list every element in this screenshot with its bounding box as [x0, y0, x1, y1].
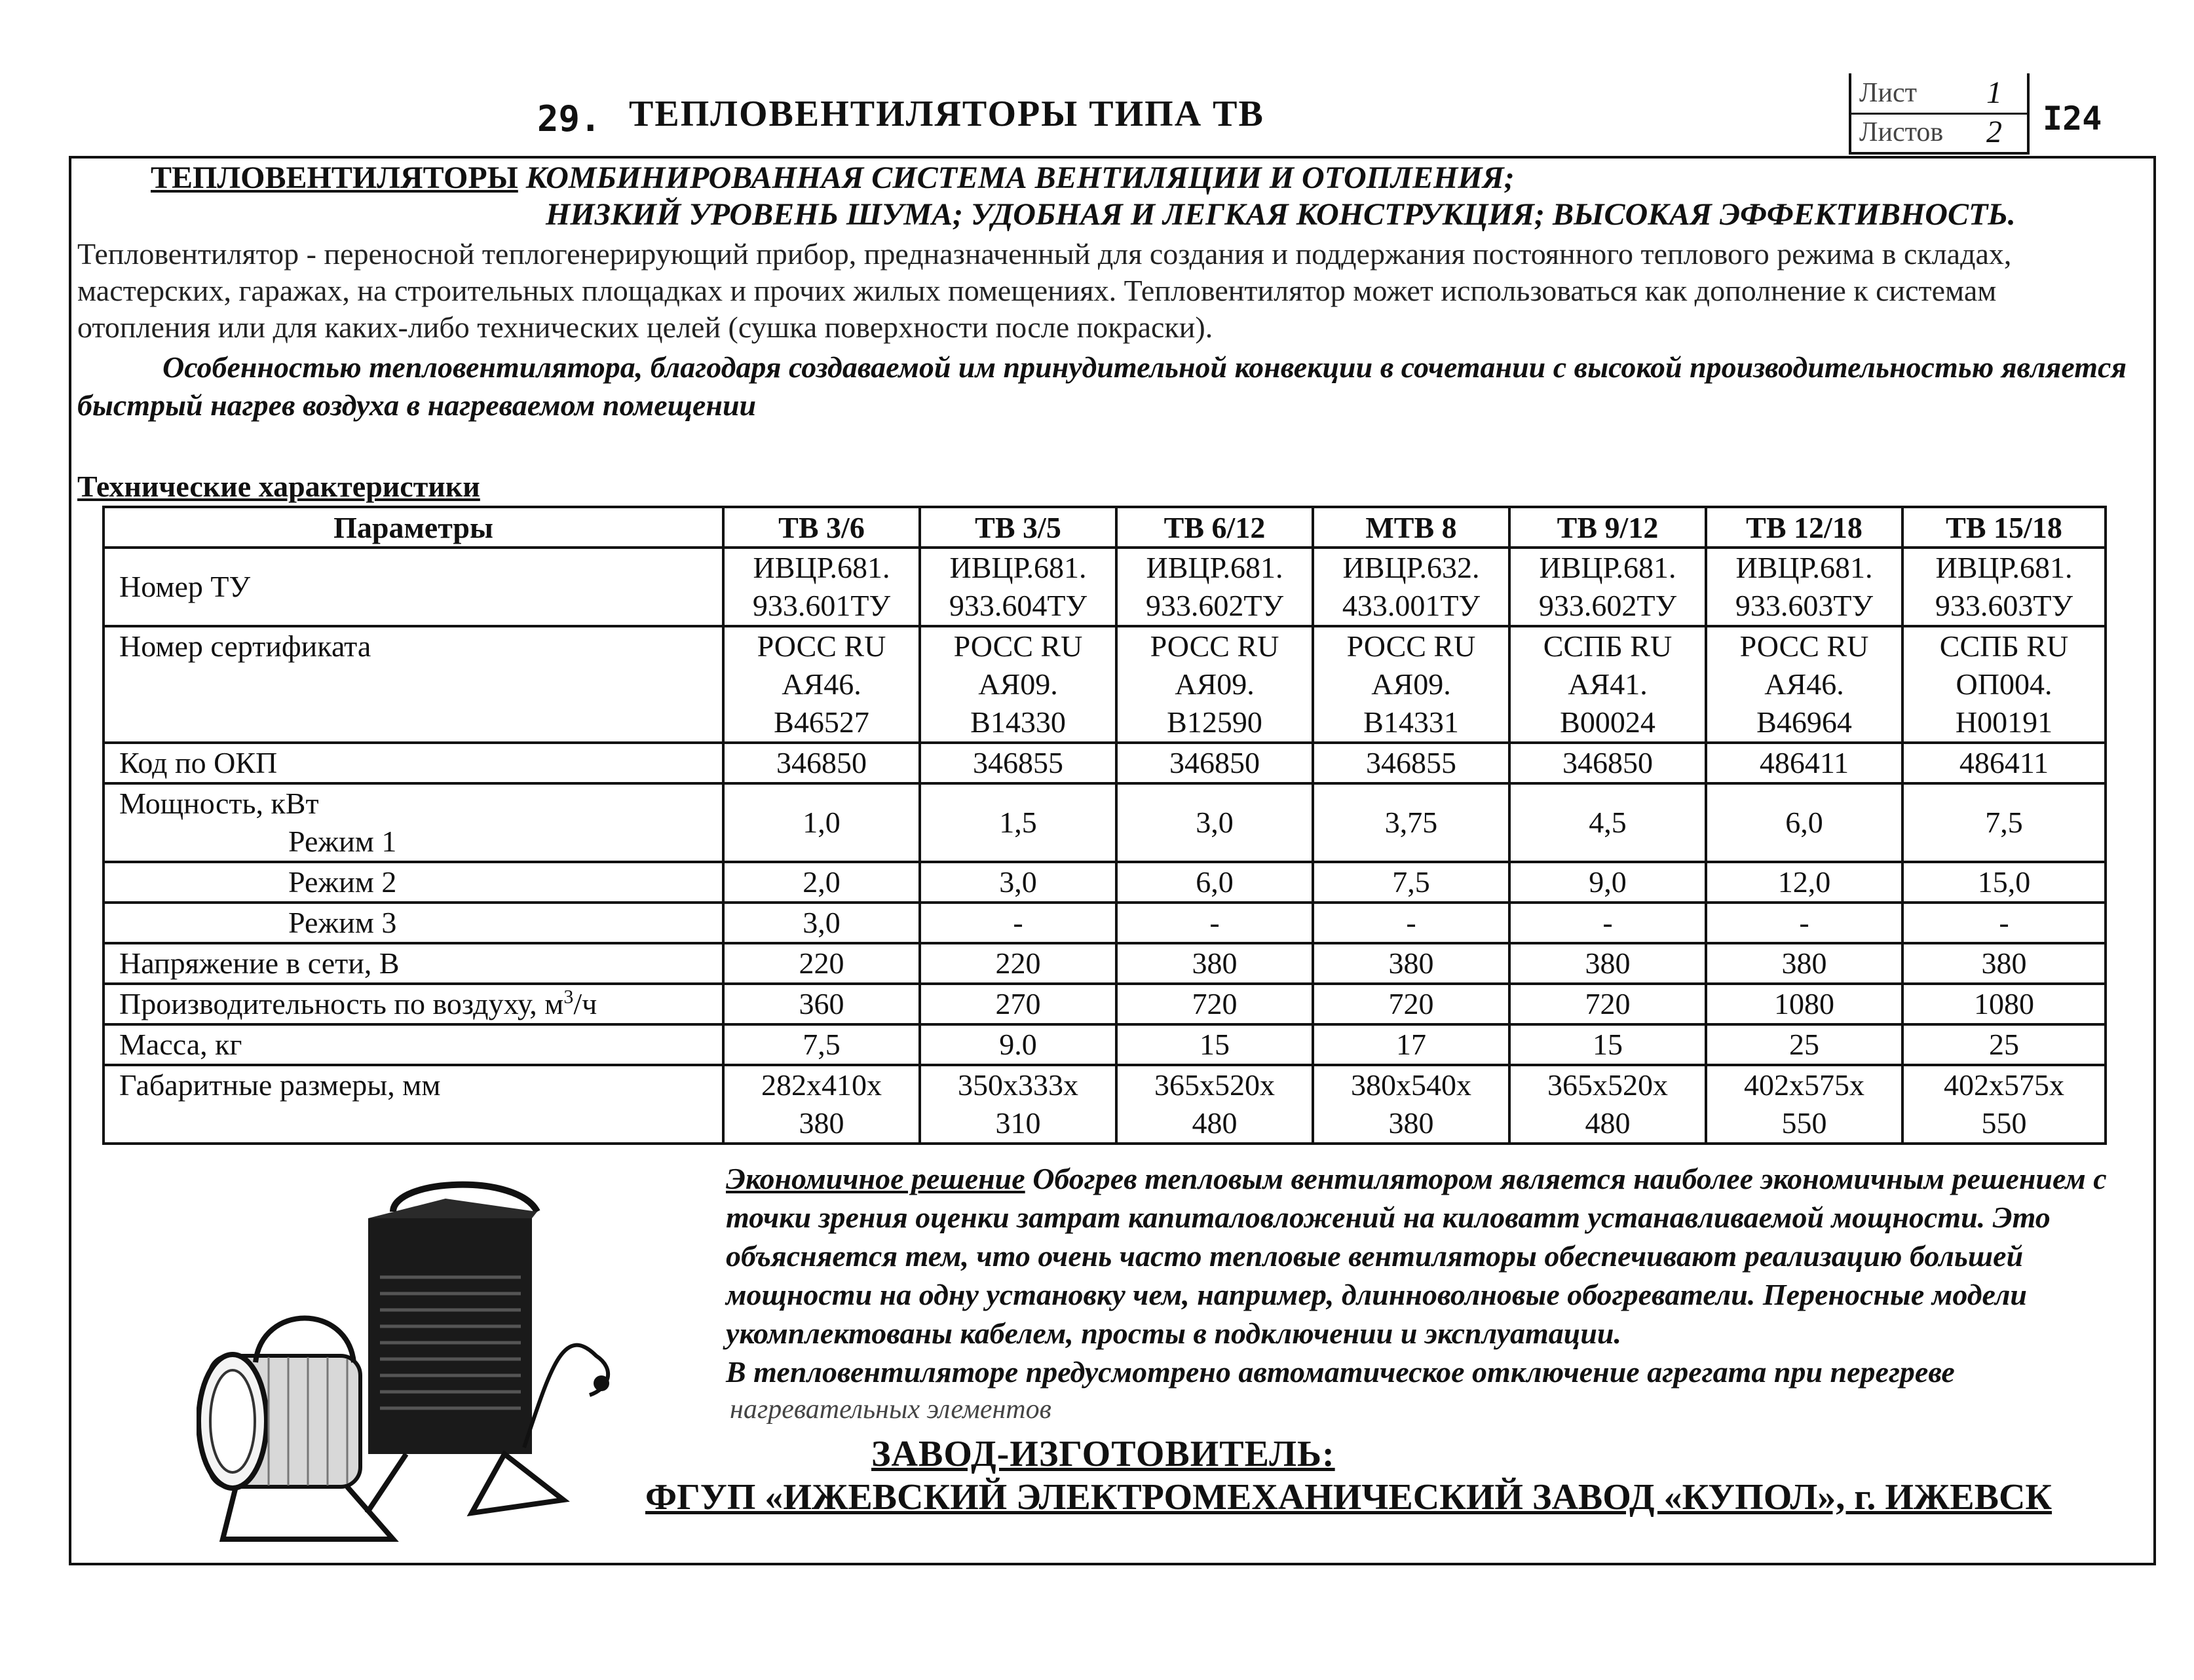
spec-table — [102, 506, 2107, 1145]
table-cell: 486411 — [1706, 743, 1902, 783]
table-cell: 15,0 — [1902, 862, 2106, 903]
table-cell: 486411 — [1902, 743, 2106, 783]
header-model: ТВ 15/18 — [1902, 507, 2106, 548]
table-cell: 3,0 — [920, 862, 1116, 903]
page-code: I24 — [2043, 100, 2102, 138]
table-cell: 25 — [1706, 1024, 1902, 1065]
table-cell: 402x575x 550 — [1706, 1065, 1902, 1144]
table-cell: 380 — [1902, 943, 2106, 984]
table-cell: 4,5 — [1509, 783, 1706, 862]
table-cell: - — [1116, 903, 1313, 943]
sheet-label: Лист — [1859, 78, 1917, 108]
table-cell: 282x410x 380 — [723, 1065, 920, 1144]
power-label: Мощность, кВт — [119, 787, 319, 820]
table-row-tu — [104, 548, 2106, 626]
table-cell: РОСС RU АЯ09. В14330 — [920, 626, 1116, 743]
table-row-mass — [104, 1024, 2106, 1065]
table-header-row — [104, 507, 2106, 548]
table-row-power-mode2 — [104, 862, 2106, 903]
table-cell: 6,0 — [1116, 862, 1313, 903]
table-cell: РОСС RU АЯ09. В12590 — [1116, 626, 1313, 743]
table-cell: 7,5 — [723, 1024, 920, 1065]
tech-specs-title: Технические характеристики — [77, 470, 480, 503]
row-label — [104, 783, 723, 862]
table-cell: 9.0 — [920, 1024, 1116, 1065]
table-cell: РОСС RU АЯ46. В46964 — [1706, 626, 1902, 743]
table-row-dimensions — [104, 1065, 2106, 1144]
table-cell: 350x333x 310 — [920, 1065, 1116, 1144]
table-cell: 1,5 — [920, 783, 1116, 862]
table-cell: 220 — [920, 943, 1116, 984]
table-cell: 7,5 — [1313, 862, 1509, 903]
table-cell: 3,75 — [1313, 783, 1509, 862]
table-cell: ИВЦР.681. 933.601ТУ — [723, 548, 920, 626]
row-label: Масса, кг — [104, 1024, 723, 1065]
economy-lead: Экономичное решение — [726, 1162, 1025, 1195]
table-cell: 346850 — [723, 743, 920, 783]
table-cell: 12,0 — [1706, 862, 1902, 903]
table-cell: 1080 — [1706, 984, 1902, 1024]
table-cell: 9,0 — [1509, 862, 1706, 903]
mode1-label: Режим 1 — [288, 825, 397, 858]
table-cell: 380 — [1116, 943, 1313, 984]
row-label: Режим 2 — [104, 862, 723, 903]
table-cell: 720 — [1116, 984, 1313, 1024]
table-cell: 15 — [1116, 1024, 1313, 1065]
table-cell: 220 — [723, 943, 920, 984]
sheets-label: Листов — [1859, 117, 1944, 147]
table-cell: 346850 — [1116, 743, 1313, 783]
overheat-tail: нагревательных элементов — [730, 1394, 1051, 1425]
overheat-text: В тепловентиляторе предусмотрено автоматическое отключение агрегата при перегреве — [726, 1355, 1955, 1389]
table-cell: 17 — [1313, 1024, 1509, 1065]
sheet-value: 1 — [1986, 75, 2002, 110]
manufacturer-name: ФГУП «ИЖЕВСКИЙ ЭЛЕКТРОМЕХАНИЧЕСКИЙ ЗАВОД «КУПОЛ», г. ИЖЕВСК — [645, 1477, 2052, 1518]
table-cell: 365x520x 480 — [1509, 1065, 1706, 1144]
table-cell: 346850 — [1509, 743, 1706, 783]
table-cell: РОСС RU АЯ46. В46527 — [723, 626, 920, 743]
table-cell: ССПБ RU ОП004. Н00191 — [1902, 626, 2106, 743]
intro-description: Тепловентилятор - переносной теплогенерирующий прибор, предназначенный для создания и поддержания постоянного теплового режима в складах, мастерских, гаражах, на строительных площадках и прочих жилых помещениях. Тепловентилятор может использоваться как дополнение к системам отопления или для каких-либо технических целей (сушка поверхности после покраски). — [77, 237, 2012, 344]
row-label: Код по ОКП — [104, 743, 723, 783]
table-row-power-mode3 — [104, 903, 2106, 943]
section-number: 29. — [537, 98, 601, 140]
table-cell: 346855 — [920, 743, 1116, 783]
table-cell: 402x575x 550 — [1902, 1065, 2106, 1144]
row-label: Производительность по воздуху, $м^3/ч$ — [104, 984, 723, 1024]
table-row-power-mode1 — [104, 783, 2106, 862]
table-cell: 7,5 — [1902, 783, 2106, 862]
table-cell: 720 — [1509, 984, 1706, 1024]
table-cell: ИВЦР.632. 433.001ТУ — [1313, 548, 1509, 626]
table-row-cert — [104, 626, 2106, 743]
table-cell: 15 — [1509, 1024, 1706, 1065]
table-cell: 346855 — [1313, 743, 1509, 783]
row-label: Напряжение в сети, В — [104, 943, 723, 984]
row-label: Номер ТУ — [104, 548, 723, 626]
economy-body: Обогрев тепловым вентилятором является наиболее экономичным решением с точки зрения оценки затрат капиталовложений на киловатт устанавливаемой мощности. Это объясняется тем, что очень часто тепловые вентиляторы обеспечивают реализацию большей мощности на одну установку чем, например, длинноволновые обогреватели. Переносные модели укомплектованы кабелем, просты в подключении и эксплуатации. — [726, 1162, 2107, 1350]
row-label: Габаритные размеры, мм — [104, 1065, 723, 1144]
sheet-stamp — [1849, 73, 2030, 155]
table-cell: ССПБ RU АЯ41. В00024 — [1509, 626, 1706, 743]
table-cell: ИВЦР.681. 933.602ТУ — [1116, 548, 1313, 626]
sheets-value: 2 — [1986, 115, 2002, 149]
table-cell: 380x540x 380 — [1313, 1065, 1509, 1144]
box-heater-icon — [367, 1185, 609, 1513]
table-cell: - — [1509, 903, 1706, 943]
intro-heading-line2: НИЗКИЙ УРОВЕНЬ ШУМА; УДОБНАЯ И ЛЕГКАЯ КОНСТРУКЦИЯ; ВЫСОКАЯ ЭФФЕКТИВНОСТЬ. — [546, 197, 2016, 232]
heater-photo-icon — [197, 1172, 629, 1552]
table-cell: 380 — [1706, 943, 1902, 984]
intro-heading-line1 — [151, 160, 1515, 196]
table-row-okp — [104, 743, 2106, 783]
intro-feature: Особенностью тепловентилятора, благодаря создаваемой им принудительной конвекции в сочетании с высокой производительностью является быстрый нагрев воздуха в нагреваемом помещении — [77, 350, 2127, 422]
table-cell: 3,0 — [1116, 783, 1313, 862]
table-cell: 1,0 — [723, 783, 920, 862]
table-row-airflow — [104, 984, 2106, 1024]
header-param: Параметры — [104, 507, 723, 548]
sheet-row — [1851, 73, 2027, 115]
table-cell: 380 — [1509, 943, 1706, 984]
header-model: ТВ 12/18 — [1706, 507, 1902, 548]
table-cell: - — [1313, 903, 1509, 943]
table-cell: 365x520x 480 — [1116, 1065, 1313, 1144]
table-cell: 380 — [1313, 943, 1509, 984]
table-cell: - — [1902, 903, 2106, 943]
header-model: ТВ 3/6 — [723, 507, 920, 548]
table-cell: ИВЦР.681. 933.603ТУ — [1902, 548, 2106, 626]
manufacturer-title: ЗАВОД-ИЗГОТОВИТЕЛЬ: — [871, 1434, 1335, 1474]
table-cell: 25 — [1902, 1024, 2106, 1065]
sheets-row — [1851, 113, 2027, 152]
economy-text — [726, 1159, 2128, 1391]
header-model: МТВ 8 — [1313, 507, 1509, 548]
intro-heading-text: КОМБИНИРОВАННАЯ СИСТЕМА ВЕНТИЛЯЦИИ И ОТОПЛЕНИЯ; — [525, 160, 1515, 195]
table-cell: ИВЦР.681. 933.602ТУ — [1509, 548, 1706, 626]
table-cell: 720 — [1313, 984, 1509, 1024]
row-label: Номер сертификата — [104, 626, 723, 743]
table-cell: 6,0 — [1706, 783, 1902, 862]
table-cell: - — [920, 903, 1116, 943]
cylinder-heater-icon — [199, 1318, 393, 1540]
page-title: ТЕПЛОВЕНТИЛЯТОРЫ ТИПА ТВ — [629, 94, 1264, 134]
table-cell: 3,0 — [723, 903, 920, 943]
header-model: ТВ 6/12 — [1116, 507, 1313, 548]
table-cell: 1080 — [1902, 984, 2106, 1024]
row-label: Режим 3 — [104, 903, 723, 943]
table-cell: ИВЦР.681. 933.604ТУ — [920, 548, 1116, 626]
intro-heading-lead: ТЕПЛОВЕНТИЛЯТОРЫ — [151, 160, 518, 195]
table-cell: - — [1706, 903, 1902, 943]
table-cell: РОСС RU АЯ09. В14331 — [1313, 626, 1509, 743]
table-cell: 2,0 — [723, 862, 920, 903]
table-cell: ИВЦР.681. 933.603ТУ — [1706, 548, 1902, 626]
header-model: ТВ 3/5 — [920, 507, 1116, 548]
table-row-voltage — [104, 943, 2106, 984]
table-cell: 360 — [723, 984, 920, 1024]
table-cell: 270 — [920, 984, 1116, 1024]
header-model: ТВ 9/12 — [1509, 507, 1706, 548]
